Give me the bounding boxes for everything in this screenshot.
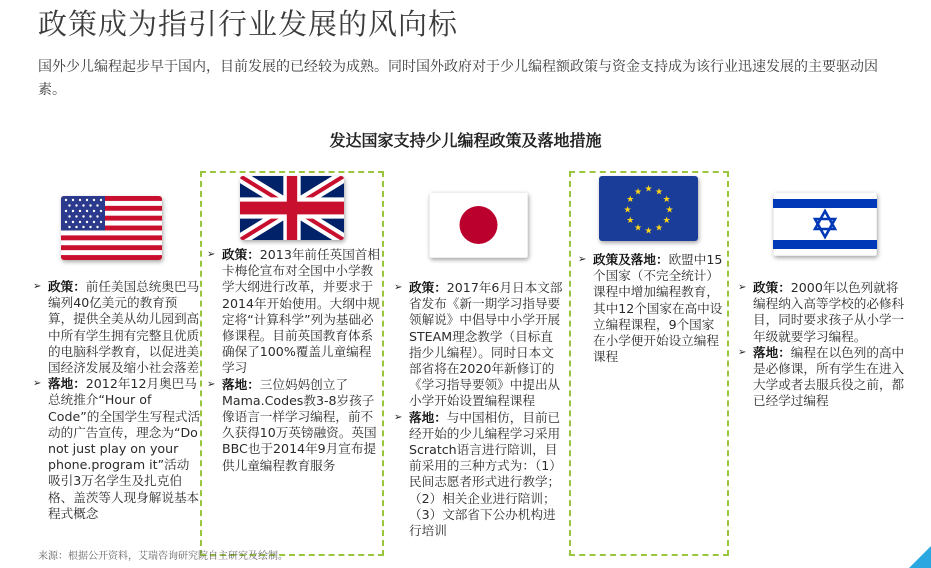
israel-implementation — [738, 345, 910, 410]
item-text: 2017年6月日本文部省发布《新一期学习指导要领解说》中倡导中小学开展STEAM理念教学（目标直指少儿编程）。同时日本文部省将在2020年新修订的《学习指导要领》中提出从小学开始设置编程课程 — [409, 280, 563, 409]
usa-implementation — [33, 376, 201, 522]
uk-column — [207, 247, 380, 474]
arrow-icon: ➢ — [394, 282, 403, 293]
arrow-icon: ➢ — [578, 254, 587, 265]
item-label: 落地： — [753, 344, 791, 360]
usa-column — [33, 279, 201, 522]
svg-text:★: ★ — [654, 223, 664, 234]
item-text: 2000年以色列就将编程纳入高等学校的必修科目，同时要求孩子从小学一年级就要学习编程。 — [753, 280, 905, 344]
svg-text:★: ★ — [626, 216, 635, 226]
corner-decoration — [909, 546, 931, 568]
intro-paragraph: 国外少儿编程起步早于国内，目前发展的已经较为成熟。同时国外政府对于少儿编程额政策与资金支持成为该行业迅速发展的主要驱动因素。 — [38, 59, 878, 98]
usa-policy — [33, 279, 201, 376]
item-text: 与中国相仿，目前已经开始的少儿编程学习采用Scratch语言进行陪训，目前采用的三种方式为：（1）民间志愿者形式进行教学；（2）相关企业进行陪训；（3）文部省下公办机构进行培训 — [409, 409, 562, 539]
arrow-icon: ➢ — [207, 378, 216, 390]
item-text: 前任美国总统奥巴马编列40亿美元的教育预算，提供全美从幼儿园到高中所有学生拥有完整且优质的电脑科学教育，以促进美国经济发展及缩小社会落差 — [48, 279, 200, 376]
svg-text:★: ★ — [623, 205, 632, 216]
section-title: 发达国家支持少儿编程政策及落地措施 — [329, 131, 602, 150]
item-label: 政策： — [222, 247, 260, 262]
item-label: 政策及落地： — [593, 252, 669, 267]
eu-column — [578, 252, 726, 365]
source-note: 来源：根据公开资料，艾瑞咨询研究院自主研究及绘制。 — [38, 551, 288, 562]
usa-flag — [61, 196, 162, 260]
israel-policy — [738, 280, 910, 345]
item-label: 落地： — [48, 376, 86, 392]
page-title: 政策成为指引行业发展的风向标 — [38, 7, 459, 41]
arrow-icon: ➢ — [33, 281, 42, 292]
arrow-icon: ➢ — [33, 378, 42, 390]
item-text: 2012年12月奥巴马总统推介“Hour of Code”的全国学生写程式活动的广告宣传，理念为“Do not just play on your phone.program it”活动吸引3万名学生及扎克伯格、盖茨等人现身解说基本程式概念 — [48, 376, 201, 521]
item-text: 2013年前任英国首相卡梅伦宣布对全国中小学教学大纲进行改革，并要求于2014年开始使用。大纲中规定将“计算科学”列为基础必修课程。目前英国教育体系确保了100%覆盖儿童编程学习 — [222, 247, 380, 376]
item-label: 落地： — [222, 376, 260, 392]
japan-implementation — [394, 410, 564, 540]
eu-flag — [599, 176, 698, 241]
item-text: 三位妈妈创立了Mama.Codes教3-8岁孩子像语言一样学习编程，前不久获得10万英镑融资。英国BBC也于2014年9月宣布提供儿童编程教育服务 — [222, 376, 377, 473]
uk-implementation — [207, 377, 380, 474]
svg-text:★: ★ — [633, 187, 643, 198]
arrow-icon: ➢ — [738, 346, 747, 358]
arrow-icon: ➢ — [207, 249, 216, 260]
item-label: 政策： — [753, 280, 791, 295]
svg-text:★: ★ — [665, 205, 674, 216]
svg-text:★: ★ — [662, 195, 671, 205]
item-text: 编程在以色列的高中是必修课，所有学生在进入大学或者去服兵役之前，都已经学过编程 — [753, 344, 905, 409]
item-label: 落地： — [409, 409, 447, 425]
svg-text:★: ★ — [644, 184, 653, 195]
eu-policy — [578, 252, 726, 365]
israel-column — [738, 280, 910, 410]
arrow-icon: ➢ — [738, 282, 747, 293]
svg-text:★: ★ — [633, 223, 643, 234]
japan-column — [394, 280, 564, 539]
svg-text:★: ★ — [654, 187, 664, 198]
svg-text:★: ★ — [626, 195, 635, 205]
uk-policy — [207, 247, 380, 377]
item-text: 欧盟中15个国家（不完全统计）课程中增加编程教育，其中12个国家在高中设立编程课程，9个国家在小学便开始设立编程课程 — [593, 252, 723, 365]
item-label: 政策： — [48, 279, 86, 294]
svg-text:★: ★ — [662, 216, 671, 226]
item-label: 政策： — [409, 280, 447, 295]
japan-policy — [394, 280, 564, 410]
israel-flag — [773, 192, 877, 256]
svg-text:★: ★ — [644, 226, 653, 237]
uk-flag — [240, 176, 344, 240]
arrow-icon: ➢ — [394, 411, 403, 423]
japan-flag — [429, 192, 528, 258]
